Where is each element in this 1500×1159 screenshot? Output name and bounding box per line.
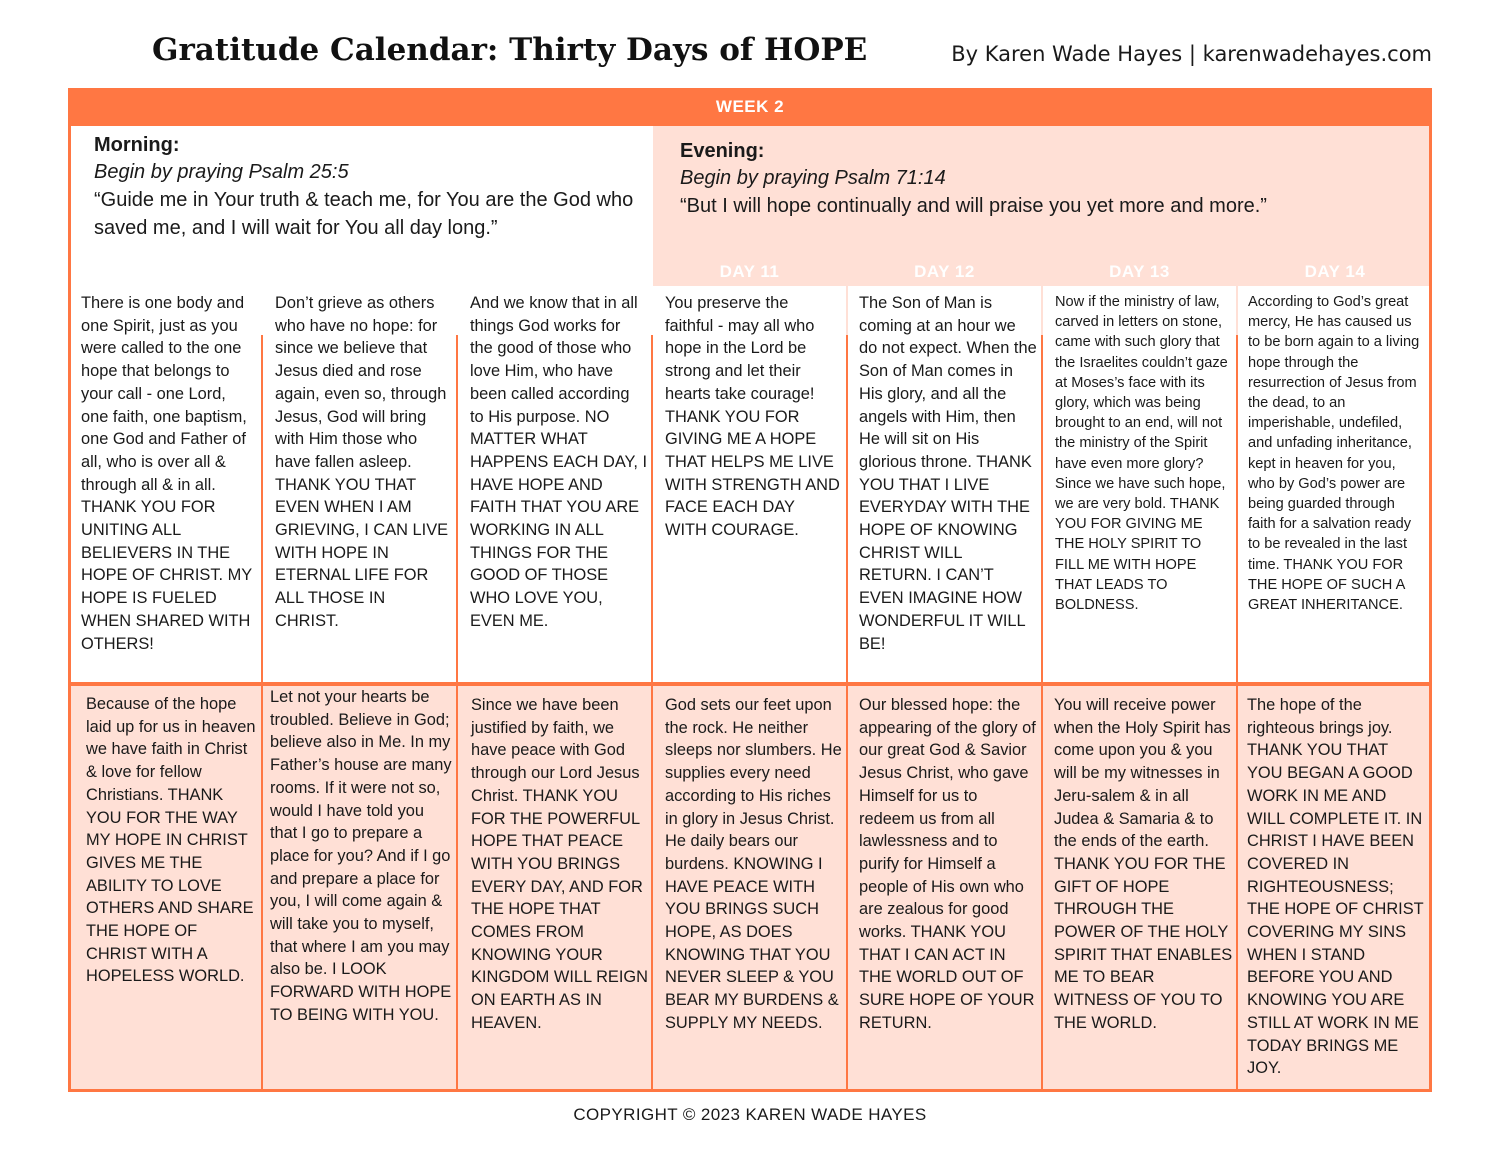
evening-heading: Evening: [680,140,765,162]
author-byline: By Karen Wade Hayes | karenwadehayes.com [951,42,1432,66]
day-13-evening-text: You will receive power when the Holy Spirit has come upon you & you will be my witnesses in Jeru-salem & in all Judea & Samaria & to the ends of the earth. THANK YOU FOR THE GIFT OF HOPE THROUGH THE POWER OF THE HOLY SPIRIT THAT ENABLES ME TO BEAR WITNESS OF YOU TO THE WORLD. [1043,686,1236,1089]
day-11-evening-text: God sets our feet upon the rock. He neither sleeps nor slumbers. He supplies every need according to His riches in glory in Jesus Christ. He daily bears our burdens. KNOWING I HAVE PEACE WITH YOU BRINGS SUCH HOPE, AS DOES KNOWING THAT YOU NEVER SLEEP & YOU BEAR MY BURDENS & SUPPLY MY NEEDS. [653,686,846,1089]
day-9-evening-text: Let not your hearts be troubled. Believe in God; believe also in Me. In my Father’s house are many rooms. If it were not so, would I have told you that I go to prepare a place for you? And if I go and prepare a place for you, I will come again & will take you to myself, that where I am you may also be. I LOOK FORWARD WITH HOPE TO BEING WITH YOU. [263,686,456,1089]
day-8-morning-text: There is one body and one Spirit, just as you were called to the one hope that belongs to your call - one Lord, one faith, one baptism, one God and Father of all, who is over all & through all & in all. THANK YOU FOR UNITING ALL BELIEVERS IN THE HOPE OF CHRIST. MY HOPE IS FUELED WHEN SHARED WITH OTHERS! [71,286,261,682]
day-10-evening-text: Since we have been justified by faith, we have peace with God through our Lord Jesus Christ. THANK YOU FOR THE POWERFUL HOPE THAT PEACE WITH YOU BRINGS EVERY DAY, AND FOR THE HOPE THAT COMES FROM KNOWING YOUR KINGDOM WILL REIGN ON EARTH AS IN HEAVEN. [458,686,651,1089]
page-title: Gratitude Calendar: Thirty Days of HOPE [152,32,868,68]
copyright-notice: COPYRIGHT © 2023 KAREN WADE HAYES [573,1105,927,1124]
day-12-evening-text: Our blessed hope: the appearing of the glory of our great God & Savior Jesus Christ, who gave Himself for us to redeem us from all lawlessness and to purify for Himself a people of His own who are zealous for good works. THANK YOU THAT I CAN ACT IN THE WORLD OUT OF SURE HOPE OF YOUR RETURN. [848,686,1041,1089]
morning-subheading: Begin by praying Psalm 25:5 [94,161,349,183]
week-label: WEEK 2 [715,97,785,116]
day-12-morning-text: The Son of Man is coming at an hour we do not expect. When the Son of Man comes in His glory, and all the angels with Him, then He will sit on His glorious throne. THANK YOU THAT I LIVE EVERYDAY WITH THE HOPE OF KNOWING CHRIST WILL RETURN. I CAN’T EVEN IMAGINE HOW WONDERFUL IT WILL BE! [848,286,1041,682]
day-10-header: DAY 10 [524,261,585,281]
day-14-morning-text: According to God’s great mercy, He has caused us to be born again to a living hope through the resurrection of Jesus from the dead, to an imperishable, undefiled, and unfading inheritance, kept in heaven for you, who by God’s power are being guarded through faith for a salvation ready to be revealed in the last time. THANK YOU FOR THE HOPE OF SUCH A GREAT INHERITANCE. [1238,286,1429,682]
day-13-header: DAY 13 [1109,261,1170,281]
day-13-morning-text: Now if the ministry of law, carved in letters on stone, came with such glory that the Israelites couldn’t gaze at Moses’s face with its glory, which was being brought to an end, will not the ministry of the Spirit have even more glory? Since we have such hope, we are very bold. THANK YOU FOR GIVING ME THE HOLY SPIRIT TO FILL ME WITH HOPE THAT LEADS TO BOLDNESS. [1043,286,1236,682]
day-9-header: DAY 9 [334,261,385,281]
evening-subheading: Begin by praying Psalm 71:14 [680,167,946,189]
morning-quote: “Guide me in Your truth & teach me, for You are the God who saved me, and I will wait for You all day long.” [94,189,634,239]
morning-heading: Morning: [94,134,180,156]
day-8-evening-text: Because of the hope laid up for us in heaven we have faith in Christ & love for fellow Christians. THANK YOU FOR THE WAY MY HOPE IN CHRIST GIVES ME THE ABILITY TO LOVE OTHERS AND SHARE THE HOPE OF CHRIST WITH A HOPELESS WORLD. [71,686,261,1089]
day-14-header: DAY 14 [1304,261,1366,281]
day-8-header: DAY 8 [139,261,190,281]
day-11-header: DAY 11 [719,261,780,281]
day-14-evening-text: The hope of the righteous brings joy. THANK YOU THAT YOU BEGAN A GOOD WORK IN ME AND WILL COMPLETE IT. IN CHRIST I HAVE BEEN COVERED IN RIGHTEOUSNESS; THE HOPE OF CHRIST COVERING MY SINS WHEN I STAND BEFORE YOU AND KNOWING YOU ARE STILL AT WORK IN ME TODAY BRINGS ME JOY. [1238,686,1429,1089]
day-12-header: DAY 12 [914,261,975,281]
day-10-morning-text: And we know that in all things God works for the good of those who love Him, who have been called according to His purpose. NO MATTER WHAT HAPPENS EACH DAY, I HAVE HOPE AND FAITH THAT YOU ARE WORKING IN ALL THINGS FOR THE GOOD OF THOSE WHO LOVE YOU, EVEN ME. [458,286,651,682]
day-11-morning-text: You preserve the faithful - may all who hope in the Lord be strong and let their hearts take courage! THANK YOU FOR GIVING ME A HOPE THAT HELPS ME LIVE WITH STRENGTH AND FACE EACH DAY WITH COURAGE. [653,286,846,682]
evening-quote: “But I will hope continually and will praise you yet more and more.” [680,195,1267,217]
calendar-frame [68,88,1432,1092]
day-9-morning-text: Don’t grieve as others who have no hope: for since we believe that Jesus died and rose again, even so, through Jesus, God will bring with Him those who have fallen asleep. THANK YOU THAT EVEN WHEN I AM GRIEVING, I CAN LIVE WITH HOPE IN ETERNAL LIFE FOR ALL THOSE IN CHRIST. [263,286,456,682]
